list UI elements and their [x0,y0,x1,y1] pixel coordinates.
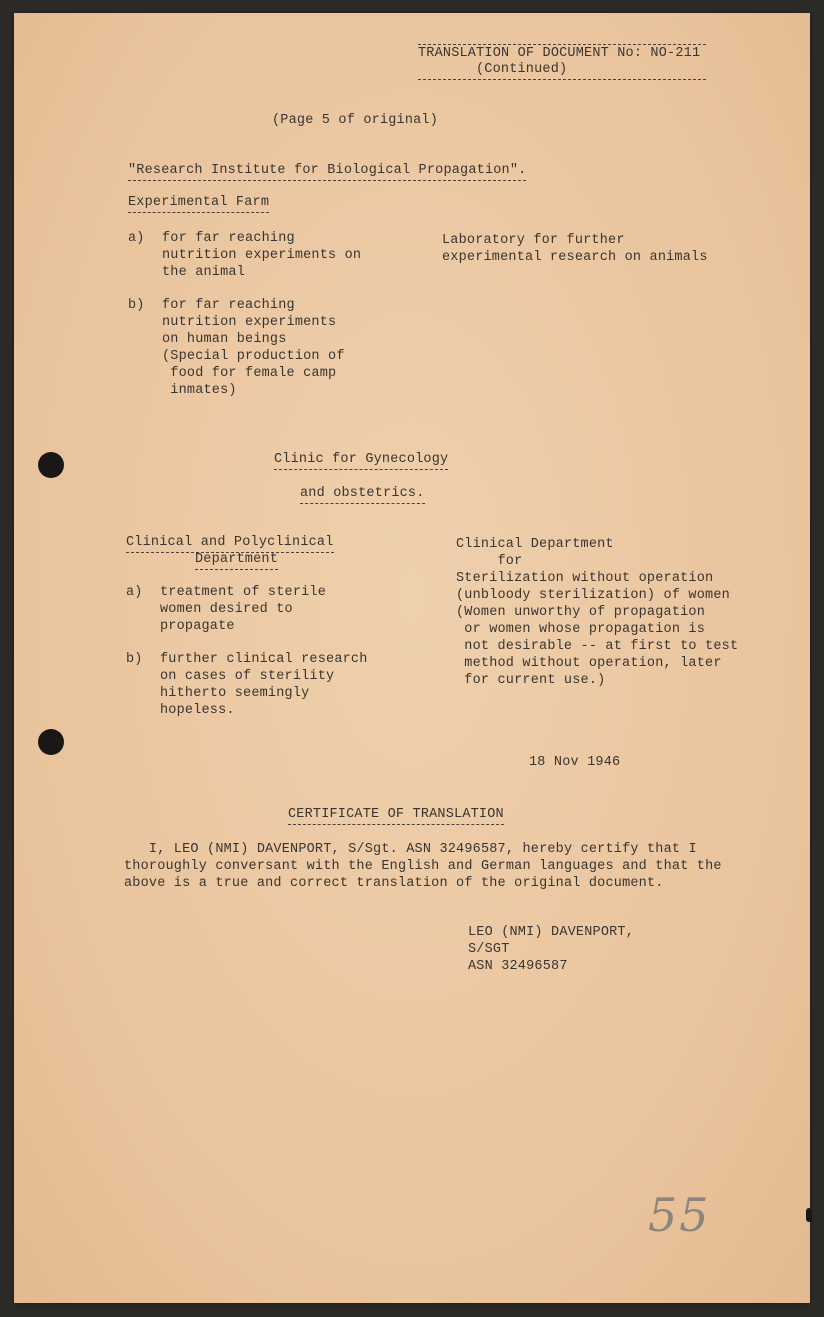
header-rule [418,79,706,80]
polyclinical-item-b-text: further clinical research on cases of sterility hitherto seemingly hopeless. [160,652,368,718]
farm-item-a-text: for far reaching nutrition experiments on the animal [162,231,362,280]
signature-block: LEO (NMI) DAVENPORT, S/SGT ASN 32496587 [468,925,635,974]
document-header-title: TRANSLATION OF DOCUMENT No: NO-211 [418,44,706,62]
handwritten-page-number: 55 [648,1188,711,1242]
page-reference: (Page 5 of original) [272,113,439,128]
clinic-title-line2: and obstetrics. [300,485,425,504]
polyclinical-item-a-label: a) [126,585,143,600]
polyclinical-item-b-label: b) [126,652,143,667]
polyclinical-heading-line2: Department [195,551,278,570]
polyclinical-item-a-text: treatment of sterile women desired to propagate [160,585,327,634]
punch-hole [38,452,64,478]
certificate-body: I, LEO (NMI) DAVENPORT, S/Sgt. ASN 32496587, hereby certify that I thoroughly conversant with the English and German languages and that the above is a true and correct translation of the original document. [124,842,722,891]
clinical-department-text: Clinical Department for Sterilization without operation (unbloody sterilization) of women (Women unworthy of propagation or women whose propagation is not desirable -- at first to test method without operation, later for current use.) [456,537,739,688]
laboratory-text: Laboratory for further experimental research on animals [442,233,708,265]
edge-mark [806,1208,812,1222]
clinic-title-line1: Clinic for Gynecology [274,451,448,470]
polyclinical-heading-line1: Clinical and Polyclinical [126,534,334,553]
farm-item-b-label: b) [128,298,145,313]
certificate-title: CERTIFICATE OF TRANSLATION [288,806,504,825]
document-date: 18 Nov 1946 [529,755,621,770]
experimental-farm-heading: Experimental Farm [128,194,269,213]
institute-title: "Research Institute for Biological Propagation". [128,162,526,181]
farm-item-b-text: for far reaching nutrition experiments on human beings (Special production of food for female camp inmates) [162,298,345,398]
farm-item-a-label: a) [128,231,145,246]
document-header-continued: (Continued) [476,62,568,77]
punch-hole [38,729,64,755]
